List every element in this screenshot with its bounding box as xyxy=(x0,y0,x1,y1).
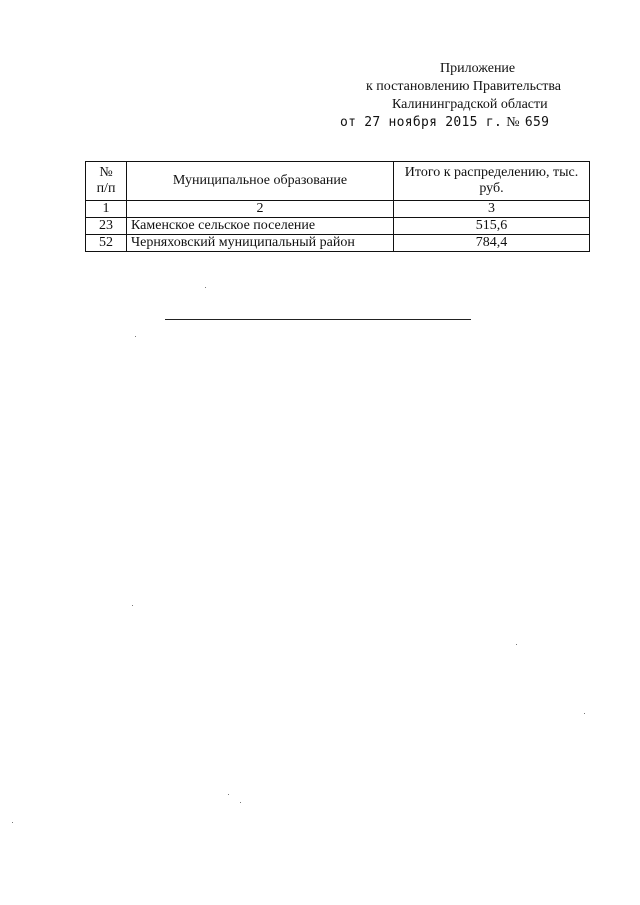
scan-speck xyxy=(516,644,517,645)
row-value: 515,6 xyxy=(394,218,590,235)
date-prefix: от xyxy=(340,115,357,130)
date-month: ноября xyxy=(388,115,438,130)
scan-speck xyxy=(584,713,585,714)
header-value xyxy=(394,162,590,201)
end-of-document-rule xyxy=(165,319,471,320)
row-name: Каменское сельское поселение xyxy=(127,218,394,235)
allocation-table xyxy=(85,161,590,252)
region-name: Калининградской области xyxy=(392,97,548,112)
scan-speck xyxy=(205,287,206,288)
scan-speck xyxy=(240,802,241,803)
header-value-label: Итого к распределению, тыс. руб. xyxy=(404,165,579,196)
table-row xyxy=(86,235,590,252)
row-num: 23 xyxy=(86,218,127,235)
column-number-row xyxy=(86,201,590,218)
date-year: 2015 г. xyxy=(445,115,503,130)
column-number: 2 xyxy=(127,201,394,218)
row-num: 52 xyxy=(86,235,127,252)
row-value: 784,4 xyxy=(394,235,590,252)
resolution-reference: к постановлению Правительства xyxy=(366,79,562,94)
scan-speck xyxy=(228,794,229,795)
table-header-row xyxy=(86,162,590,201)
scan-speck xyxy=(135,336,136,337)
appendix-title: Приложение xyxy=(440,61,516,76)
resolution-date-line xyxy=(300,114,600,132)
number-sign: № xyxy=(506,115,520,130)
column-number: 1 xyxy=(86,201,127,218)
scan-speck xyxy=(12,822,13,823)
header-num-label: № п/п xyxy=(96,165,116,196)
date-day: 27 xyxy=(364,115,381,130)
scan-speck xyxy=(132,605,133,606)
table-row xyxy=(86,218,590,235)
resolution-number: 659 xyxy=(524,115,550,130)
row-name: Черняховский муниципальный район xyxy=(127,235,394,252)
document-header xyxy=(300,60,600,132)
header-num xyxy=(86,162,127,201)
header-name: Муниципальное образование xyxy=(127,162,394,201)
column-number: 3 xyxy=(394,201,590,218)
